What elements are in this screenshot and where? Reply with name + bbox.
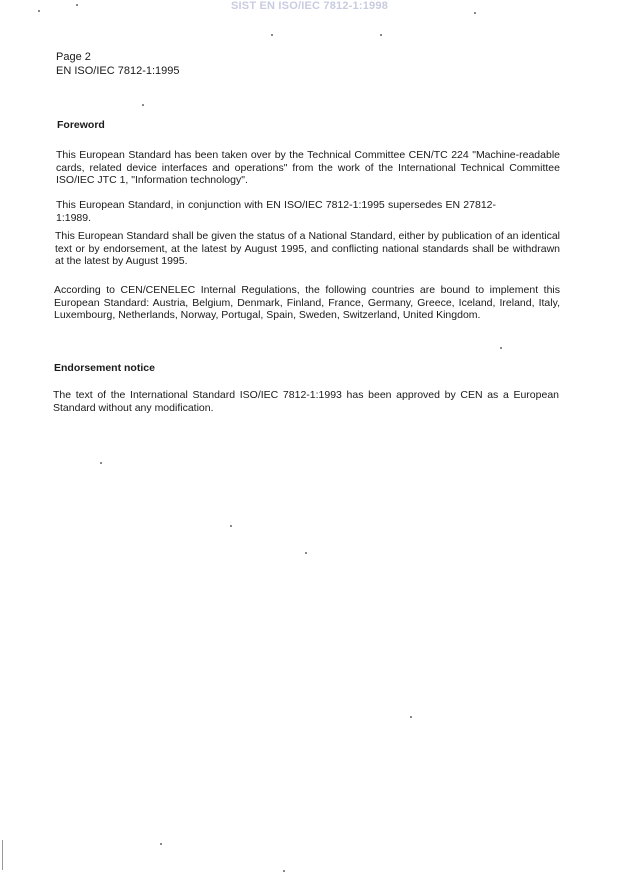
scan-speck	[380, 34, 382, 36]
scan-speck	[410, 716, 412, 718]
foreword-heading: Foreword	[57, 119, 105, 131]
scan-speck	[76, 4, 78, 6]
scan-speck	[271, 34, 273, 36]
scan-speck	[283, 870, 285, 872]
endorsement-heading: Endorsement notice	[54, 362, 155, 374]
scan-speck	[38, 10, 40, 12]
scan-speck	[142, 104, 144, 106]
endorsement-paragraph: The text of the International Standard ISO/IEC 7812-1:1993 has been approved by CEN as a European Standard without any modification.	[53, 389, 559, 414]
page-header	[56, 50, 180, 78]
scan-speck	[100, 462, 102, 464]
foreword-paragraph-2: This European Standard, in conjunction with EN ISO/IEC 7812-1:1995 supersedes EN 27812-1:1989.	[56, 199, 496, 224]
scan-speck	[500, 347, 502, 349]
watermark: SIST EN ISO/IEC 7812-1:1998	[230, 0, 389, 12]
foreword-paragraph-4: According to CEN/CENELEC Internal Regulations, the following countries are bound to implement this European Standard: Austria, Belgium, Denmark, Finland, France, Germany, Greece, Iceland, Ireland, Italy, Luxembourg, Netherlands, Norway, Portugal, Spain, Sweden, Switzerland, United Kingdom.	[54, 284, 560, 322]
scan-speck	[474, 12, 476, 14]
scan-speck	[160, 843, 162, 845]
page-number: Page 2	[56, 51, 91, 63]
scan-speck	[230, 525, 232, 527]
scan-edge-line	[2, 840, 3, 870]
foreword-paragraph-1: This European Standard has been taken over by the Technical Committee CEN/TC 224 "Machine-readable cards, related device interfaces and operations" from the work of the International Technical Committee ISO/IEC JTC 1, "Information technology".	[56, 149, 560, 187]
document-id: EN ISO/IEC 7812-1:1995	[56, 65, 180, 77]
foreword-paragraph-3: This European Standard shall be given the status of a National Standard, either by publication of an identical text or by endorsement, at the latest by August 1995, and conflicting national standards shall be withdrawn at the latest by August 1995.	[55, 230, 560, 268]
scan-speck	[305, 552, 307, 554]
